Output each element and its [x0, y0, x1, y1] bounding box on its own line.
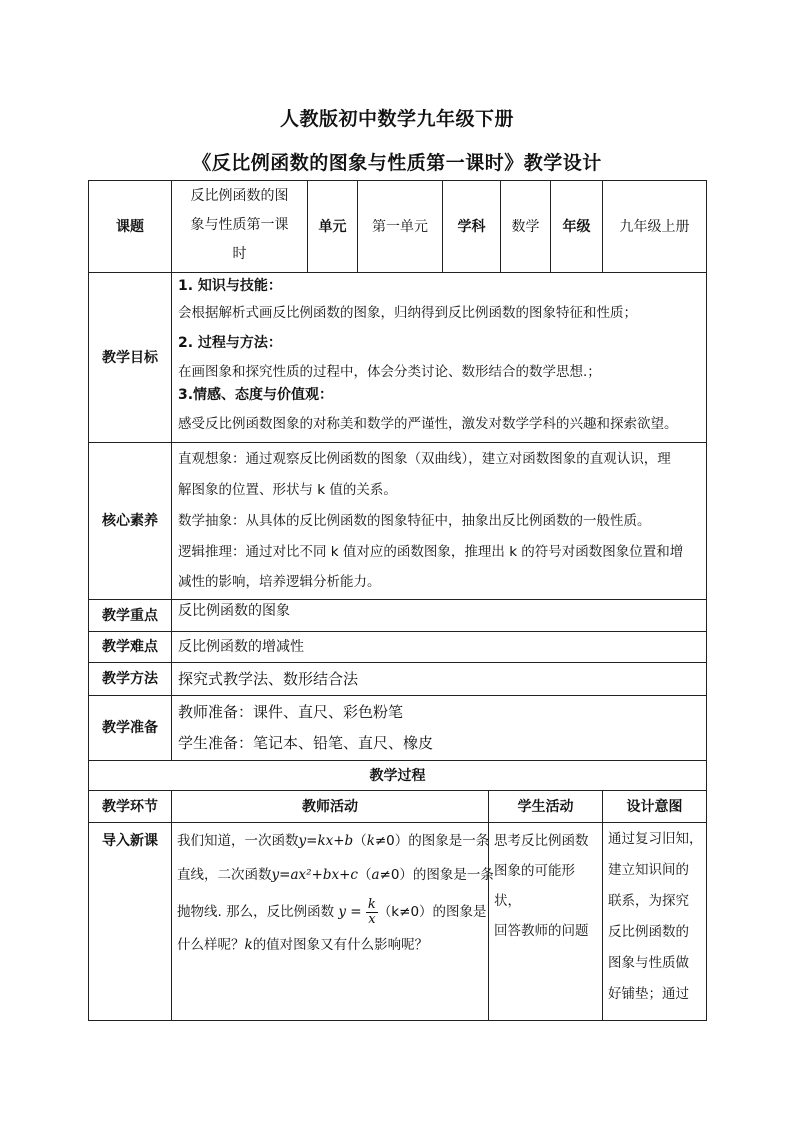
design-intent — [608, 824, 704, 1010]
fraction — [366, 898, 378, 927]
text: 什么样呢？ — [177, 937, 245, 953]
literacy-line: 解图象的位置、形状与 k 值的关系。 — [178, 482, 397, 498]
process-col-student: 学生活动 — [517, 798, 574, 815]
text: 直线，二次函数 — [177, 867, 272, 883]
text: ≠0）的图象是一条 — [379, 867, 494, 883]
literacy-line: 逻辑推理：通过对比不同 k 值对应的函数图象，推理出 k 的符号对函数图象位置和增 — [178, 544, 684, 560]
text: 我们知道，一次函数 — [177, 833, 299, 849]
teacher-activity — [177, 826, 494, 964]
literacy-line: 数学抽象：从具体的反比例函数的图象特征中，抽象出反比例函数的一般性质。 — [178, 513, 651, 529]
unit-label: 单元 — [318, 218, 347, 235]
focus-label: 教学重点 — [102, 607, 158, 624]
numerator: k — [367, 896, 376, 912]
prep-student: 学生准备：笔记本、铅笔、直尺、橡皮 — [178, 734, 434, 752]
difficulty-value: 反比例函数的增减性 — [178, 639, 304, 655]
grade-value: 九年级上册 — [619, 218, 690, 235]
literacy-line: 直观想象：通过观察反比例函数的图象（双曲线），建立对函数图象的直观认识，理 — [178, 451, 671, 467]
text: （ — [353, 833, 367, 849]
subject-label: 学科 — [457, 218, 486, 235]
objective-text: 感受反比例函数图象的对称美和数学的严谨性，激发对数学学科的兴趣和探索欲望。 — [178, 416, 678, 432]
objective-heading: 2. 过程与方法： — [178, 335, 282, 351]
intent-line: 通过复习旧知， — [608, 831, 703, 847]
formula: y = — [338, 904, 362, 920]
process-title: 教学过程 — [369, 767, 426, 784]
prep-label: 教学准备 — [102, 720, 158, 736]
method-label: 教学方法 — [102, 671, 158, 687]
topic-value-line: 时 — [232, 246, 247, 262]
unit-value: 第一单元 — [372, 218, 428, 235]
focus-value: 反比例函数的图象 — [178, 603, 290, 619]
formula: k — [244, 937, 253, 953]
text: （ — [357, 867, 372, 883]
process-col-teacher: 教师活动 — [302, 798, 358, 815]
teacher-line — [177, 826, 490, 860]
method-value: 探究式教学法、数形结合法 — [178, 670, 359, 688]
student-line: 图象的可能形状， — [494, 863, 575, 909]
process-col-intent: 设计意图 — [626, 798, 683, 815]
objective-text: 会根据解析式画反比例函数的图象，归纳得到反比例函数的图象特征和性质； — [178, 305, 637, 321]
student-line: 思考反比例函数 — [494, 833, 589, 849]
process-col-stage: 教学环节 — [102, 798, 158, 815]
intent-line: 建立知识间的 — [608, 862, 689, 878]
text: （k≠0）的图象是 — [377, 904, 487, 920]
intent-line: 好铺垫；通过 — [608, 986, 689, 1002]
student-line: 回答教师的问题 — [494, 923, 589, 939]
text: 的值对图象又有什么影响呢？ — [252, 937, 429, 953]
intent-line: 反比例函数的 — [608, 924, 689, 940]
topic-value-line: 象与性质第一课 — [190, 217, 289, 233]
text: ≠0）的图象是一条 — [374, 833, 490, 849]
topic-value-line: 反比例函数的图 — [190, 188, 289, 204]
text: 抛物线. 那么，反比例函数 — [177, 904, 335, 920]
grade-label: 年级 — [562, 218, 591, 235]
stage-name: 导入新课 — [102, 833, 158, 849]
literacy-line: 减性的影响，培养逻辑分析能力。 — [178, 574, 381, 590]
formula: y=kx+b — [298, 833, 354, 849]
objective-heading: 3.情感、态度与价值观： — [178, 387, 334, 403]
topic-label: 课题 — [116, 218, 144, 235]
teacher-line — [177, 930, 485, 964]
intent-line: 联系，为探究 — [608, 893, 689, 909]
student-activity — [494, 826, 600, 946]
objective-heading: 1. 知识与技能： — [178, 278, 282, 294]
teacher-line — [177, 860, 494, 894]
topic-value — [172, 181, 307, 272]
subject-value: 数学 — [511, 218, 540, 235]
denominator: x — [368, 911, 376, 927]
prep-teacher: 教师准备：课件、直尺、彩色粉笔 — [178, 703, 404, 721]
difficulty-label: 教学难点 — [102, 639, 158, 655]
teacher-line — [177, 894, 485, 930]
intent-line: 图象与性质做 — [608, 955, 689, 971]
literacy-label: 核心素养 — [102, 513, 158, 529]
objectives-label: 教学目标 — [102, 349, 158, 366]
formula: a — [371, 867, 380, 883]
formula: y=ax²+bx+c — [271, 867, 358, 883]
document-subtitle: 《反比例函数的图象与性质第一课时》教学设计 — [192, 152, 602, 174]
document-title: 人教版初中数学九年级下册 — [279, 108, 514, 130]
objective-text: 在画图象和探究性质的过程中，体会分类讨论、数形结合的数学思想.； — [178, 364, 601, 380]
formula: k — [366, 833, 375, 849]
